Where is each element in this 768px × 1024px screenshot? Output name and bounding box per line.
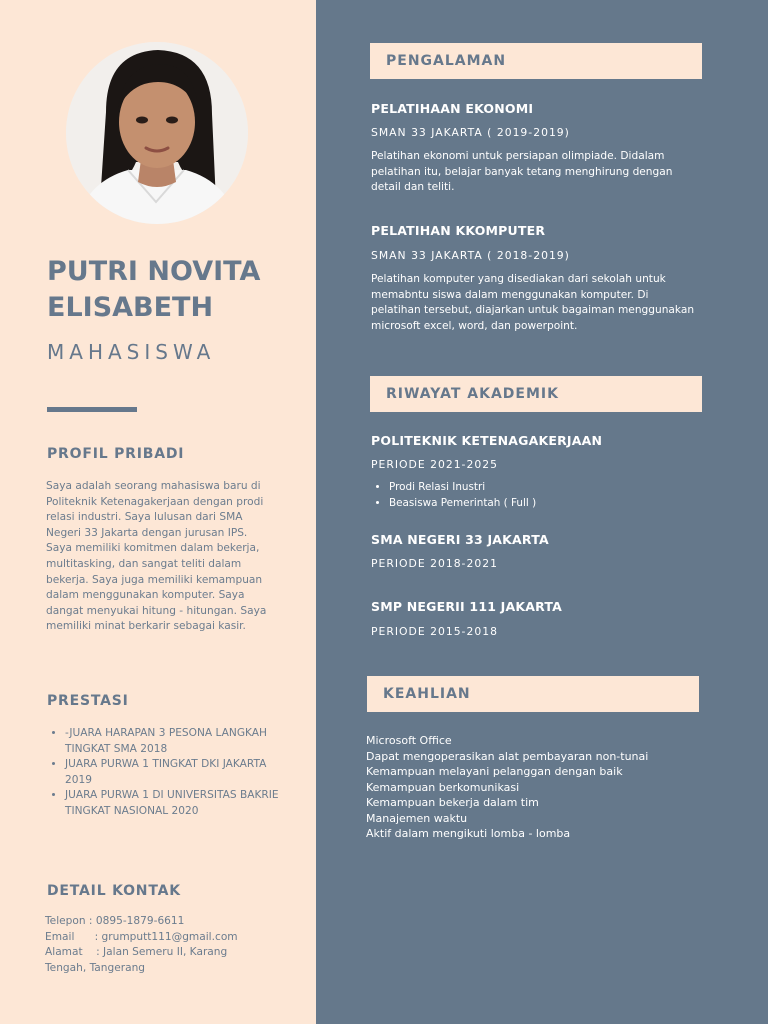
profile-heading: PROFIL PRIBADI — [47, 446, 185, 462]
academic-details-list — [371, 480, 536, 511]
academic-school: SMA NEGERI 33 JAKARTA — [371, 532, 549, 547]
full-name — [47, 254, 307, 326]
academic-detail-item: • Beasiswa Pemerintah ( Full ) — [389, 496, 536, 512]
contact-details — [45, 914, 285, 976]
academic-school: POLITEKNIK KETENAGAKERJAAN — [371, 433, 603, 448]
achievement-item: • JUARA PURWA 1 TINGKAT DKI JAKARTA 2019 — [65, 757, 295, 788]
experience-title: PELATIHAN KKOMPUTER — [371, 223, 546, 238]
contact-address-line2: Tengah, Tangerang — [45, 961, 146, 974]
experience-title: PELATIHAAN EKONOMI — [371, 101, 534, 116]
profile-text: Saya adalah seorang mahasiswa baru di Politeknik Ketenagakerjaan dengan prodi relasi industri. Saya lulusan dari SMA Negeri 33 Jakarta dengan jurusan IPS. Saya memiliki komitmen dalam bekerja, multitasking, dan sangat teliti dalam bekerja. Saya juga memiliki kemampuan dalam menggunakan komputer. Saya dangat menyukai hitung - hitungan. Saya memiliki minat berkarir sebagai kasir. — [46, 480, 267, 633]
portrait-illustration — [66, 42, 248, 224]
profile-photo — [66, 42, 248, 224]
skills-list — [366, 733, 696, 842]
experience-place: SMAN 33 JAKARTA ( 2019-2019) — [371, 126, 570, 139]
academic-period: PERIODE 2015-2018 — [371, 625, 498, 638]
contact-heading: DETAIL KONTAK — [47, 883, 181, 899]
academic-period: PERIODE 2018-2021 — [371, 557, 498, 570]
academic-period: PERIODE 2021-2025 — [371, 458, 498, 471]
skill-item: Aktif dalam mengikuti lomba - lomba — [366, 827, 571, 840]
name-line-2: ELISABETH — [47, 292, 214, 323]
achievements-list — [47, 726, 295, 820]
name-line-1: PUTRI NOVITA — [47, 256, 261, 287]
skill-item: Kemampuan melayani pelanggan dengan baik — [366, 765, 623, 778]
skills-heading: KEAHLIAN — [367, 676, 699, 712]
job-title: MAHASISWA — [47, 340, 216, 364]
skill-item: Dapat mengoperasikan alat pembayaran non-tunai — [366, 749, 649, 763]
skill-item: Microsoft Office — [366, 734, 452, 747]
skill-item: Kemampuan berkomunikasi — [366, 780, 520, 794]
contact-email: Email : grumputt111@gmail.com — [45, 930, 238, 943]
achievements-heading: PRESTASI — [47, 693, 129, 709]
academic-detail-item: • Prodi Relasi Inustri — [389, 480, 536, 496]
name-divider — [47, 407, 137, 412]
academic-school: SMP NEGERII 111 JAKARTA — [371, 599, 563, 614]
skill-item: Manajemen waktu — [366, 811, 468, 825]
achievement-item: • JUARA PURWA 1 DI UNIVERSITAS BAKRIE TINGKAT NASIONAL 2020 — [65, 788, 295, 819]
achievement-item: • -JUARA HARAPAN 3 PESONA LANGKAH TINGKAT SMA 2018 — [65, 726, 295, 757]
experience-description: Pelatihan komputer yang disediakan dari sekolah untuk memabntu siswa dalam menggunakan komputer. Di pelatihan tersebut, diajarkan untuk bagaiman menggunakan microsoft excel, word, dan powerpoint. — [371, 273, 695, 332]
contact-phone: Telepon : 0895-1879-6611 — [45, 915, 185, 927]
academic-heading: RIWAYAT AKADEMIK — [370, 376, 702, 412]
experience-place: SMAN 33 JAKARTA ( 2018-2019) — [371, 249, 570, 262]
skill-item: Kemampuan bekerja dalam tim — [366, 796, 539, 809]
contact-address-line1: Alamat : Jalan Semeru II, Karang — [45, 946, 228, 959]
experience-description: Pelatihan ekonomi untuk persiapan olimpiade. Didalam pelatihan itu, belajar banyak tetang menghirung dengan detail dan teliti. — [371, 150, 673, 193]
experience-heading: PENGALAMAN — [370, 43, 702, 79]
